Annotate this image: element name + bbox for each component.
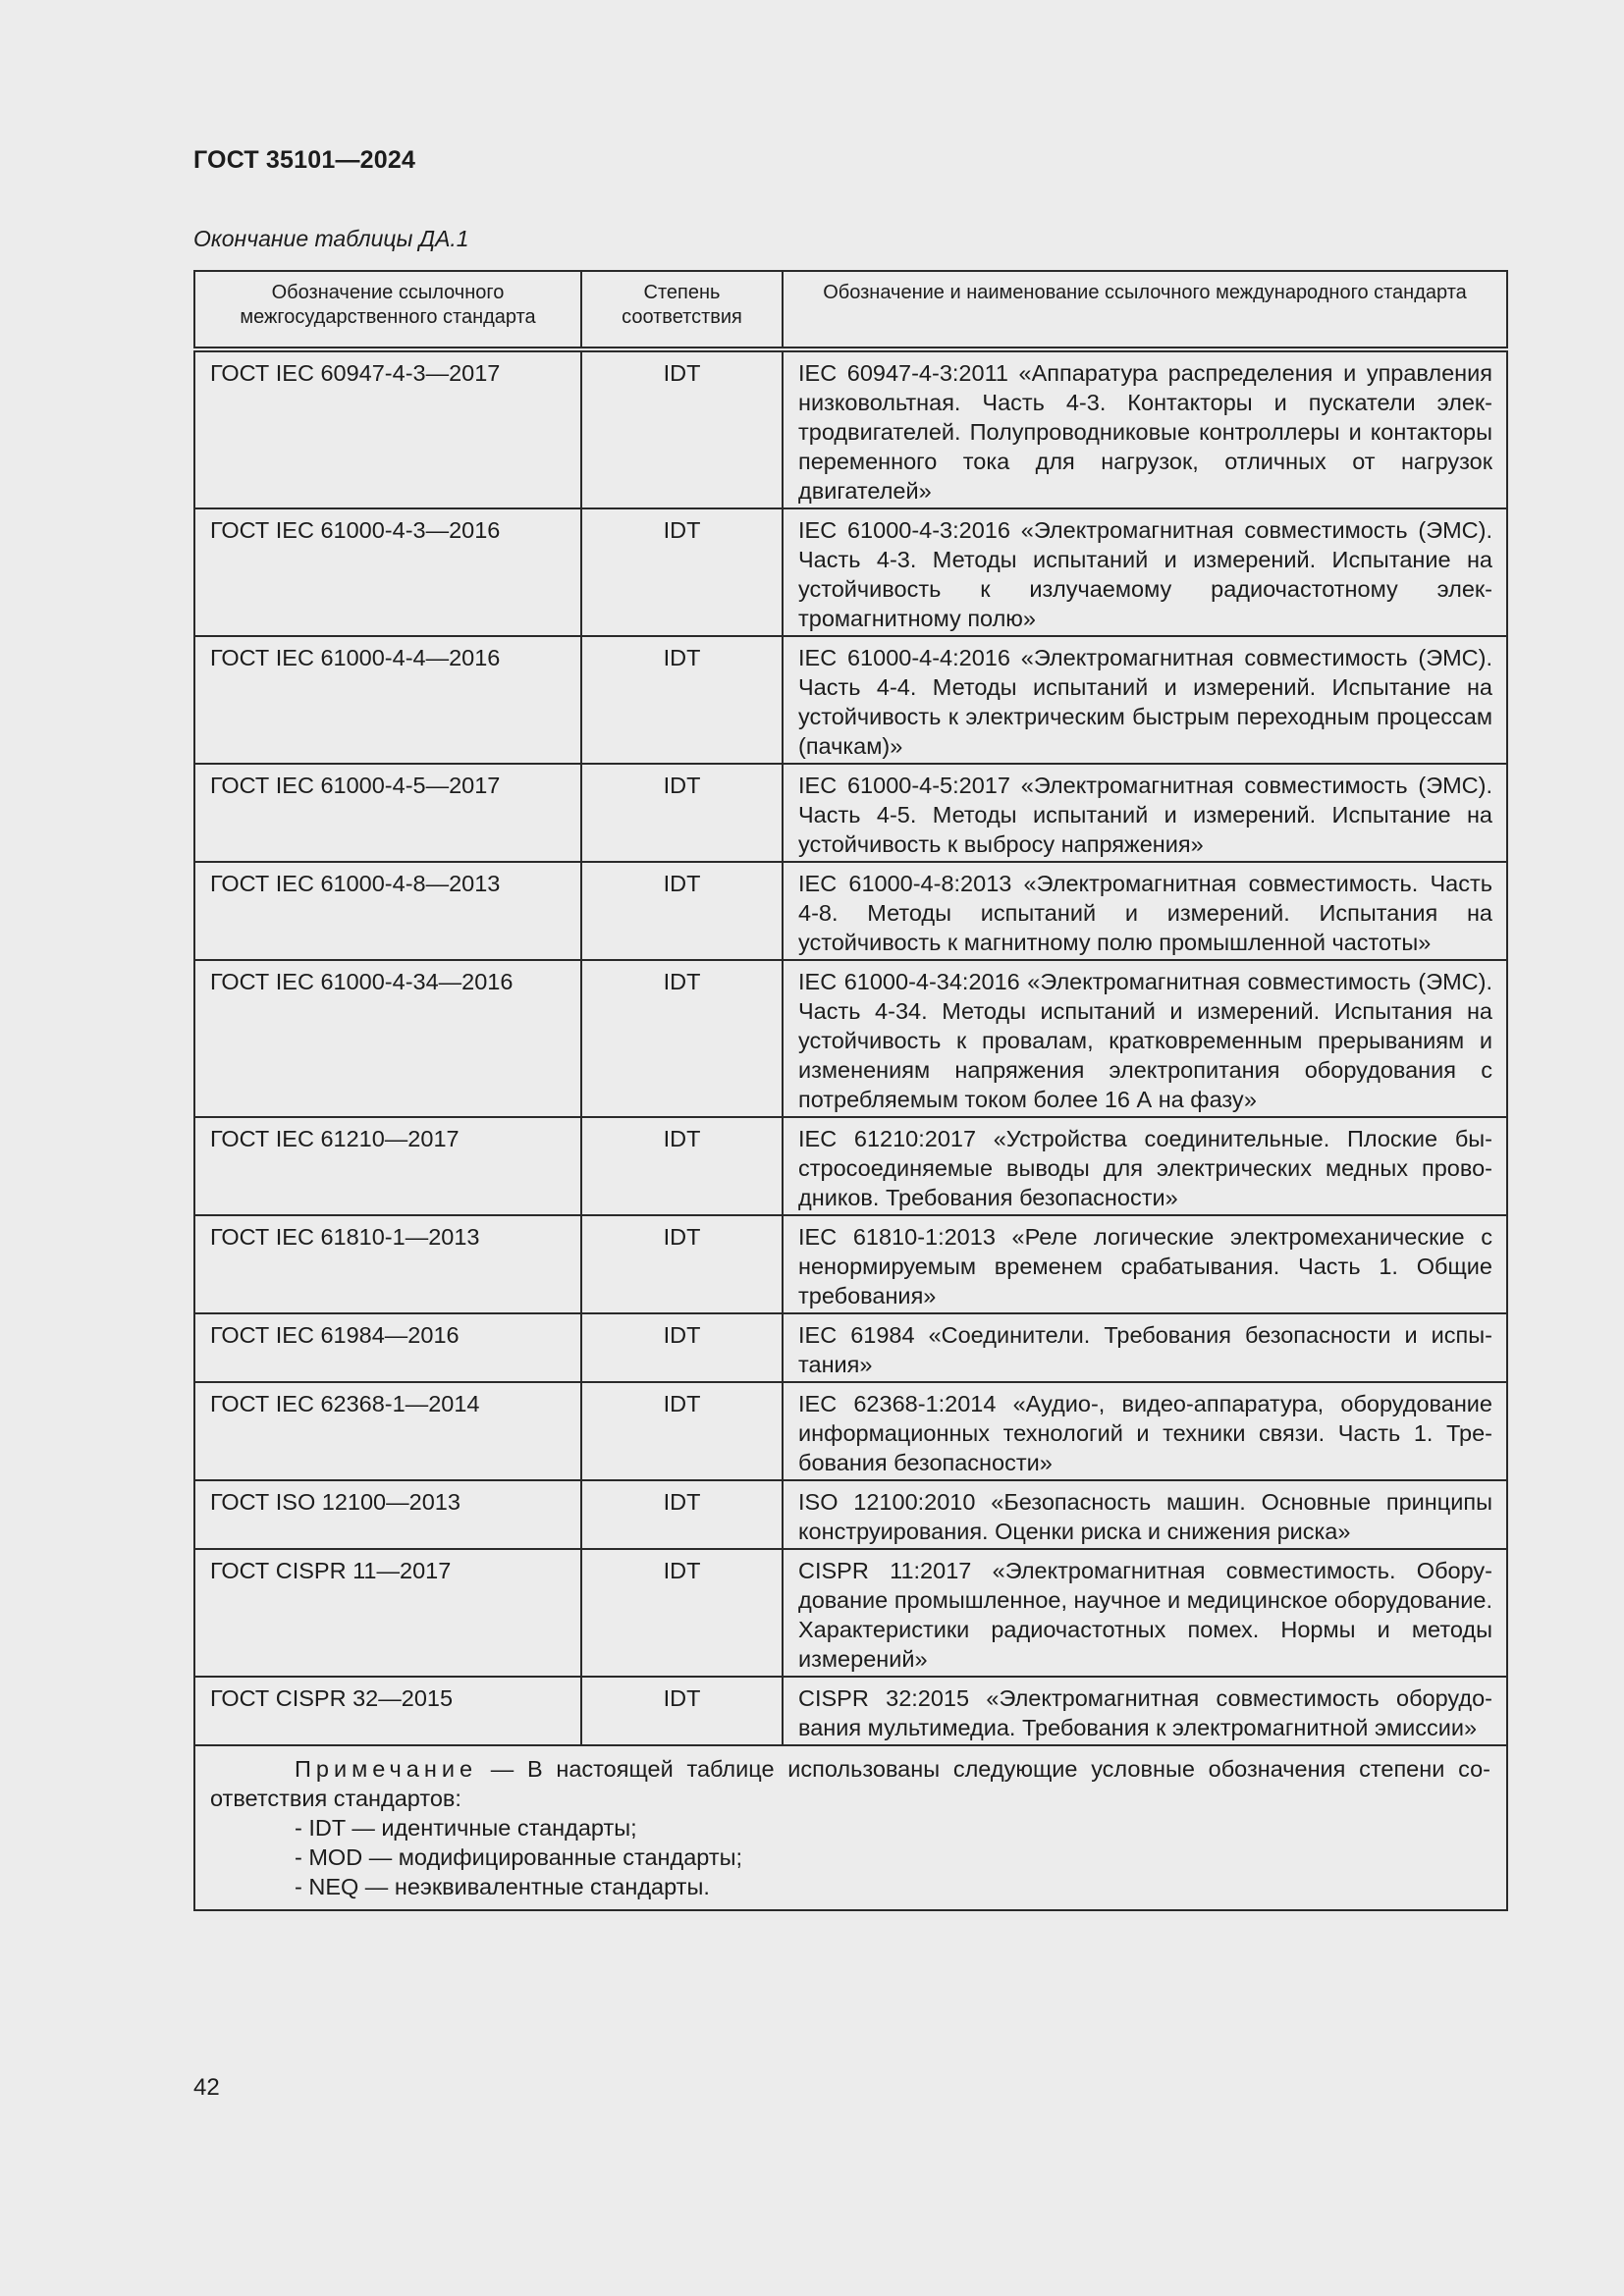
degree-cell: IDT — [581, 636, 783, 764]
degree-cell: IDT — [581, 1677, 783, 1745]
international-standard-cell: IEC 61810-1:2013 «Реле логические электромеханические с ненормируемым временем срабатывания. Часть 1. Общие требования» — [783, 1215, 1507, 1313]
table-row — [194, 1549, 1507, 1677]
table-row — [194, 1117, 1507, 1215]
gost-designation-cell: ГОСТ IEC 61000-4-3—2016 — [194, 508, 581, 636]
table-caption: Окончание таблицы ДА.1 — [193, 226, 469, 251]
gost-designation-cell: ГОСТ IEC 62368-1—2014 — [194, 1382, 581, 1480]
note-paragraph — [210, 1754, 1490, 1813]
note-item-mod: - MOD — модифицированные стандарты; — [295, 1844, 743, 1870]
table-row — [194, 1382, 1507, 1480]
note-label: Примечание — [295, 1756, 478, 1782]
document-title: ГОСТ 35101—2024 — [193, 146, 416, 174]
page-number: 42 — [193, 2074, 220, 2101]
degree-cell: IDT — [581, 1215, 783, 1313]
international-standard-cell: IEC 61000-4-34:2016 «Электромагнитная совместимость (ЭМС). Часть 4-34. Методы испытаний и измерений. Испытания на устойчивость к провалам, кратковременным прерываниям и изменениям напряжения электропитания оборудования с потребляемым током более 16 А на фазу» — [783, 960, 1507, 1117]
international-standard-cell: IEC 61984 «Соединители. Требования безопасности и испытания» — [783, 1313, 1507, 1382]
column-header-interstate-standard: Обозначение ссылочного межгосударственного стандарта — [194, 271, 581, 349]
international-standard-cell: IEC 61000-4-4:2016 «Электромагнитная совместимость (ЭМС). Часть 4-4. Методы испытаний и измерений. Испытание на устойчивость к электрическим быстрым переходным процессам (пачкам)» — [783, 636, 1507, 764]
gost-designation-cell: ГОСТ CISPR 11—2017 — [194, 1549, 581, 1677]
gost-designation-cell: ГОСТ CISPR 32—2015 — [194, 1677, 581, 1745]
gost-designation-cell: ГОСТ IEC 61000-4-4—2016 — [194, 636, 581, 764]
note-text: — В настоящей таблице использованы следующие условные обозначения степени соответствия стандартов: — [210, 1756, 1490, 1811]
table-row — [194, 862, 1507, 960]
international-standard-cell: IEC 62368-1:2014 «Аудио-, видео-аппаратура, оборудование информационных технологий и техники связи. Часть 1. Требования безопасности» — [783, 1382, 1507, 1480]
degree-cell: IDT — [581, 1480, 783, 1549]
note-item-idt: - IDT — идентичные стандарты; — [295, 1815, 637, 1841]
standards-table — [193, 270, 1508, 1911]
international-standard-cell: CISPR 11:2017 «Электромагнитная совместимость. Оборудование промышленное, научное и медицинское оборудование. Характеристики радиочастотных помех. Нормы и методы измерений» — [783, 1549, 1507, 1677]
international-standard-cell: IEC 61000-4-5:2017 «Электромагнитная совместимость (ЭМС). Часть 4-5. Методы испытаний и измерений. Испытание на устойчивость к выбросу напряжения» — [783, 764, 1507, 862]
table-row — [194, 1480, 1507, 1549]
gost-designation-cell: ГОСТ IEC 60947-4-3—2017 — [194, 349, 581, 508]
table-body — [194, 349, 1507, 1745]
degree-cell: IDT — [581, 862, 783, 960]
gost-designation-cell: ГОСТ IEC 61810-1—2013 — [194, 1215, 581, 1313]
gost-designation-cell: ГОСТ IEC 61000-4-8—2013 — [194, 862, 581, 960]
degree-cell: IDT — [581, 1382, 783, 1480]
table-row — [194, 1215, 1507, 1313]
gost-designation-cell: ГОСТ IEC 61000-4-5—2017 — [194, 764, 581, 862]
degree-cell: IDT — [581, 1549, 783, 1677]
table-header — [194, 271, 1507, 349]
table-row — [194, 764, 1507, 862]
table-row — [194, 636, 1507, 764]
international-standard-cell: CISPR 32:2015 «Электромагнитная совместимость оборудования мультимедиа. Требования к электромагнитной эмиссии» — [783, 1677, 1507, 1745]
table-row — [194, 960, 1507, 1117]
table-row — [194, 349, 1507, 508]
note-cell — [194, 1745, 1507, 1910]
international-standard-cell: IEC 60947-4-3:2011 «Аппаратура распределения и управления низковольтная. Часть 4-3. Контакторы и пускатели электродвигателей. Полупроводниковые контроллеры и контакторы переменного тока для нагрузок, отличных от нагрузок двигателей» — [783, 349, 1507, 508]
international-standard-cell: IEC 61210:2017 «Устройства соединительные. Плоские быстросоединяемые выводы для электрических медных проводников. Требования безопасности» — [783, 1117, 1507, 1215]
gost-designation-cell: ГОСТ ISO 12100—2013 — [194, 1480, 581, 1549]
degree-cell: IDT — [581, 349, 783, 508]
table-row — [194, 1677, 1507, 1745]
degree-cell: IDT — [581, 508, 783, 636]
degree-cell: IDT — [581, 1117, 783, 1215]
international-standard-cell: ISO 12100:2010 «Безопасность машин. Основные принципы конструирования. Оценки риска и снижения риска» — [783, 1480, 1507, 1549]
table-row — [194, 1313, 1507, 1382]
table-row — [194, 508, 1507, 636]
degree-cell: IDT — [581, 764, 783, 862]
degree-cell: IDT — [581, 1313, 783, 1382]
note-item-neq: - NEQ — неэквивалентные стандарты. — [295, 1874, 710, 1899]
gost-designation-cell: ГОСТ IEC 61984—2016 — [194, 1313, 581, 1382]
gost-designation-cell: ГОСТ IEC 61000-4-34—2016 — [194, 960, 581, 1117]
column-header-degree: Степень соответствия — [581, 271, 783, 349]
international-standard-cell: IEC 61000-4-8:2013 «Электромагнитная совместимость. Часть 4-8. Методы испытаний и измерений. Испытания на устойчивость к магнитному полю промышленной частоты» — [783, 862, 1507, 960]
degree-cell: IDT — [581, 960, 783, 1117]
column-header-international-standard: Обозначение и наименование ссылочного международного стандарта — [783, 271, 1507, 349]
table-note — [194, 1745, 1507, 1910]
international-standard-cell: IEC 61000-4-3:2016 «Электромагнитная совместимость (ЭМС). Часть 4-3. Методы испытаний и измерений. Испытание на устойчивость к излучаемому радиочастотному электромагнитному полю» — [783, 508, 1507, 636]
gost-designation-cell: ГОСТ IEC 61210—2017 — [194, 1117, 581, 1215]
